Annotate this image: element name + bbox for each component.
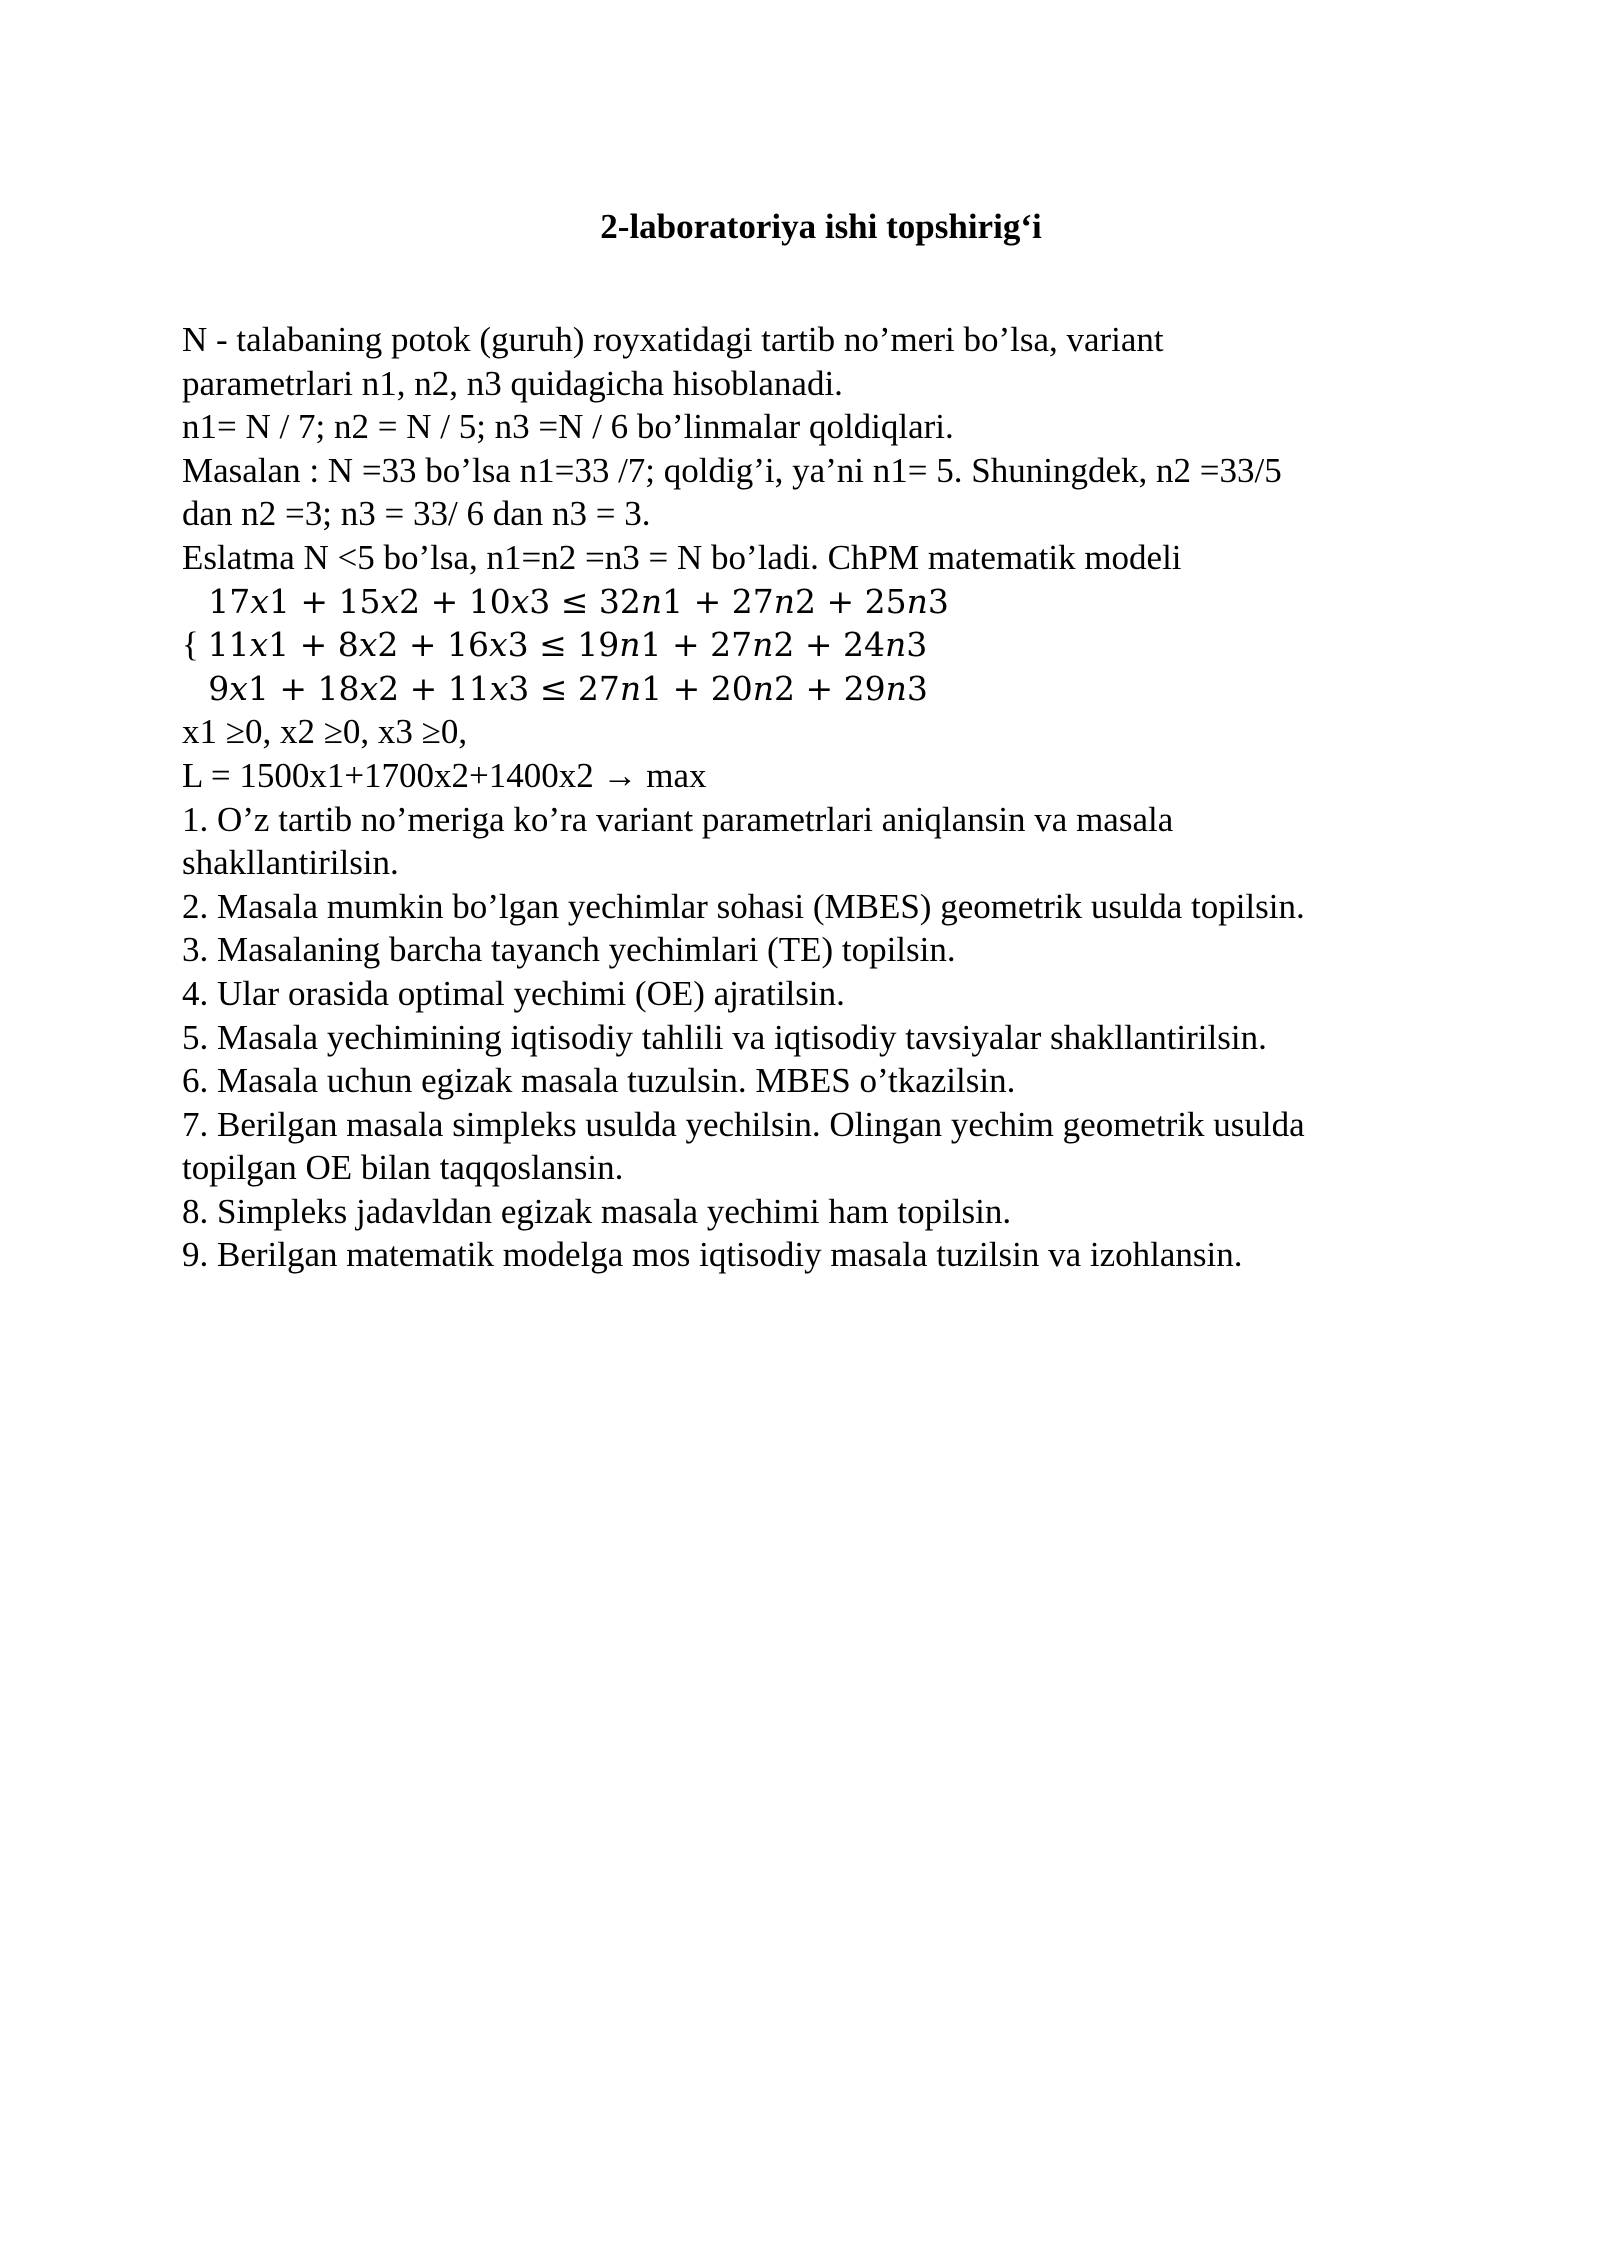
- system-brace: {: [182, 625, 208, 665]
- document-body: [182, 318, 1422, 1277]
- system-row-3: [182, 667, 1422, 711]
- system-row-2: [182, 623, 1422, 667]
- intro-line: parametrlari n1, n2, n3 quidagicha hisoblanadi.: [182, 363, 843, 403]
- intro-line: Eslatma N <5 bo’lsa, n1=n2 =n3 = N bo’ladi. ChPM matematik modeli: [182, 537, 1182, 577]
- task-line: 9. Berilgan matematik modelga mos iqtisodiy masala tuzilsin va izohlansin.: [182, 1235, 1243, 1275]
- task-line: 2. Masala mumkin bo’lgan yechimlar sohasi (MBES) geometrik usulda topilsin.: [182, 886, 1305, 926]
- intro-line: Masalan : N =33 bo’lsa n1=33 /7; qoldig’i, ya’ni n1= 5. Shuningdek, n2 =33/5: [182, 450, 1282, 490]
- intro-line: n1= N / 7; n2 = N / 5; n3 =N / 6 bo’linmalar qoldiqlari.: [182, 407, 954, 447]
- system-row-prefix: [182, 669, 208, 708]
- inequality-2: 11𝑥1 + 8𝑥2 + 16𝑥3 ≤ 19𝑛1 + 27𝑛2 + 24𝑛3: [207, 625, 928, 665]
- nonnegativity-constraints: x1 ≥0, x2 ≥0, x3 ≥0,: [182, 712, 468, 752]
- task-line: 5. Masala yechimining iqtisodiy tahlili va iqtisodiy tavsiyalar shakllantirilsin.: [182, 1017, 1267, 1057]
- task-line: topilgan OE bilan taqqoslansin.: [182, 1148, 624, 1188]
- task-line: 1. O’z tartib no’meriga ko’ra variant parametrlari aniqlansin va masala: [182, 799, 1174, 839]
- task-line: 6. Masala uchun egizak masala tuzulsin. MBES o’tkazilsin.: [182, 1061, 1016, 1101]
- system-row-1: [182, 580, 1422, 624]
- intro-line: N - talabaning potok (guruh) royxatidagi tartib no’meri bo’lsa, variant: [182, 320, 1164, 359]
- task-line: 8. Simpleks jadavldan egizak masala yechimi ham topilsin.: [182, 1191, 1012, 1231]
- task-line: shakllantirilsin.: [182, 843, 399, 883]
- system-row-prefix: [182, 582, 208, 621]
- task-line: 4. Ular orasida optimal yechimi (OE) ajratilsin.: [182, 973, 845, 1013]
- inequality-1: 17𝑥1 + 15𝑥2 + 10𝑥3 ≤ 32𝑛1 + 27𝑛2 + 25𝑛3: [208, 581, 949, 621]
- task-line: 7. Berilgan masala simpleks usulda yechilsin. Olingan yechim geometrik usulda: [182, 1104, 1305, 1144]
- objective-function: L = 1500x1+1700x2+1400x2 → max: [182, 755, 707, 795]
- task-line: 3. Masalaning barcha tayanch yechimlari (TE) topilsin.: [182, 930, 956, 970]
- document-title: 2-laboratoriya ishi topshirig‘i: [600, 207, 1042, 246]
- inequality-3: 9𝑥1 + 18𝑥2 + 11𝑥3 ≤ 27𝑛1 + 20𝑛2 + 29𝑛3: [208, 668, 928, 708]
- intro-line: dan n2 =3; n3 = 33/ 6 dan n3 = 3.: [182, 494, 651, 534]
